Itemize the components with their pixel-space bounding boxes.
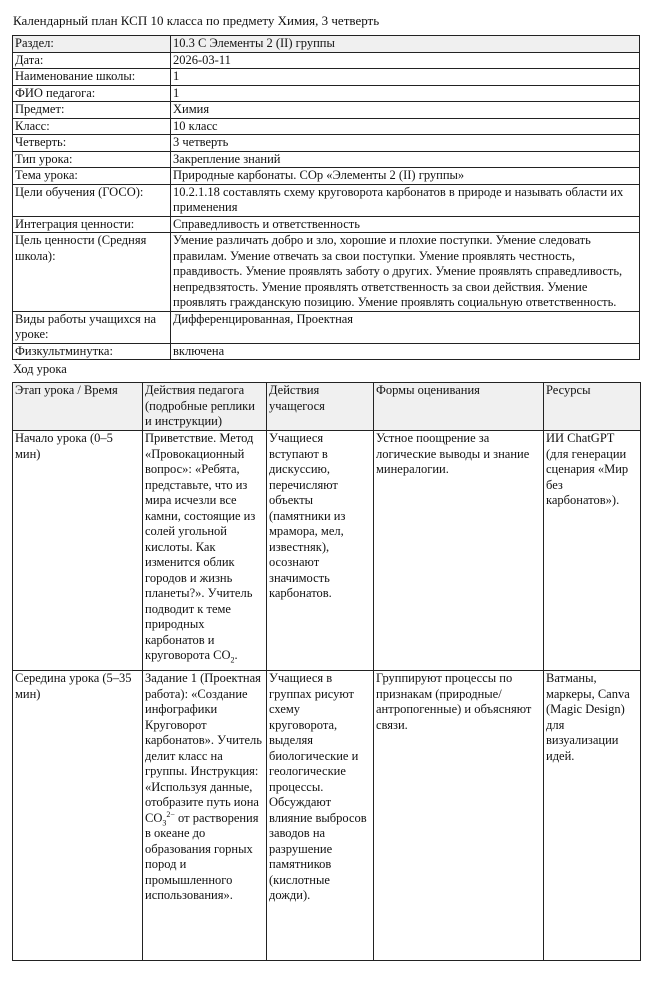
header-assessment: Формы оценивания [374, 383, 544, 431]
lesson-teacher-actions [143, 671, 267, 961]
info-value: Закрепление знаний [171, 151, 640, 168]
info-key: Дата: [13, 52, 171, 69]
info-row [13, 184, 640, 216]
info-row [13, 151, 640, 168]
info-key: ФИО педагога: [13, 85, 171, 102]
info-key: Наименование школы: [13, 69, 171, 86]
info-value: Умение различать добро и зло, хорошие и плохие поступки. Умение следовать правилам. Умение отвечать за свои поступки. Умение проявлять честность, правдивость. Умение проявлять заботу о других. Умение проявлять справедливость, непредвзятость. Умение проявлять ответственность за свои действия. Умение проявлять гражданскую позицию. Умение проявлять социальную ответственность. [171, 233, 640, 312]
header-stage: Этап урока / Время [13, 383, 143, 431]
info-value: включена [171, 343, 640, 360]
info-row [13, 85, 640, 102]
info-key: Тип урока: [13, 151, 171, 168]
teacher-text: Задание 1 (Проектная работа): «Создание инфографики Круговорот карбонатов». Учитель делит класс на группы. Инструкция: «Используя данные, отобразите путь иона CO [145, 671, 262, 825]
info-value: Химия [171, 102, 640, 119]
info-key: Класс: [13, 118, 171, 135]
info-key: Предмет: [13, 102, 171, 119]
lesson-student-actions: Учащиеся вступают в дискуссию, перечисляют объекты (памятники из мрамора, мел, известняк), осознают значимость карбонатов. [267, 431, 374, 671]
teacher-text-end: от растворения в океане до образования горных пород и промышленного использования». [145, 810, 259, 902]
document-title: Календарный план КСП 10 класса по предмету Химия, 3 четверть [13, 13, 380, 28]
info-row [13, 36, 640, 53]
info-value: 10 класс [171, 118, 640, 135]
info-value: Дифференцированная, Проектная [171, 311, 640, 343]
lesson-resources: Ватманы, маркеры, Canva (Magic Design) для визуализации идей. [544, 671, 641, 961]
info-value: 2026-03-11 [171, 52, 640, 69]
lesson-resources: ИИ ChatGPT (для генерации сценария «Мир без карбонатов»). [544, 431, 641, 671]
lesson-stage: Начало урока (0–5 мин) [13, 431, 143, 671]
formula-subscript: 2 [230, 655, 235, 665]
info-value: Природные карбонаты. СОр «Элементы 2 (II) группы» [171, 168, 640, 185]
info-key: Четверть: [13, 135, 171, 152]
lesson-table [12, 382, 641, 961]
info-table [12, 35, 640, 360]
info-row [13, 69, 640, 86]
header-student: Действия учащегося [267, 383, 374, 431]
teacher-text-end: . [234, 648, 238, 662]
lesson-section-title: Ход урока [13, 362, 67, 376]
info-row [13, 102, 640, 119]
info-key: Цели обучения (ГОСО): [13, 184, 171, 216]
info-row [13, 343, 640, 360]
info-key: Раздел: [13, 36, 171, 53]
formula-superscript: 2− [166, 809, 175, 819]
info-key: Цель ценности (Средняя школа): [13, 233, 171, 312]
info-row [13, 233, 640, 312]
lesson-row [13, 431, 641, 671]
formula-subscript: 3 [162, 818, 167, 827]
info-key: Физкультминутка: [13, 343, 171, 360]
info-row [13, 118, 640, 135]
info-row [13, 168, 640, 185]
info-value: 1 [171, 69, 640, 86]
info-row [13, 216, 640, 233]
lesson-row [13, 671, 641, 961]
info-row [13, 52, 640, 69]
lesson-student-actions: Учащиеся в группах рисуют схему круговорота, выделяя биологические и геологические процессы. Обсуждают влияние выбросов заводов на разрушение памятников (кислотные дожди). [267, 671, 374, 961]
teacher-text: Приветствие. Метод «Провокационный вопрос»: «Ребята, представьте, что из мира исчезли все камни, состоящие из солей угольной кислоты. Как изменится облик городов и жизнь планеты?». Учитель подводит к теме природных карбонатов и круговорота CO [145, 431, 256, 662]
info-value: Справедливость и ответственность [171, 216, 640, 233]
lesson-stage: Середина урока (5–35 мин) [13, 671, 143, 961]
info-value: 10.2.1.18 составлять схему круговорота карбонатов в природе и называть области их применения [171, 184, 640, 216]
info-row [13, 135, 640, 152]
info-key: Интеграция ценности: [13, 216, 171, 233]
lesson-header-row [13, 383, 641, 431]
lesson-teacher-actions [143, 431, 267, 671]
info-value: 10.3 С Элементы 2 (II) группы [171, 36, 640, 53]
info-row [13, 311, 640, 343]
lesson-assessment: Группируют процессы по признакам (природные/антропогенные) и объясняют связи. [374, 671, 544, 961]
header-teacher: Действия педагога (подробные реплики и инструкции) [143, 383, 267, 431]
info-value: 3 четверть [171, 135, 640, 152]
lesson-assessment: Устное поощрение за логические выводы и знание минералогии. [374, 431, 544, 671]
info-key: Тема урока: [13, 168, 171, 185]
info-key: Виды работы учащихся на уроке: [13, 311, 171, 343]
info-value: 1 [171, 85, 640, 102]
header-resources: Ресурсы [544, 383, 641, 431]
